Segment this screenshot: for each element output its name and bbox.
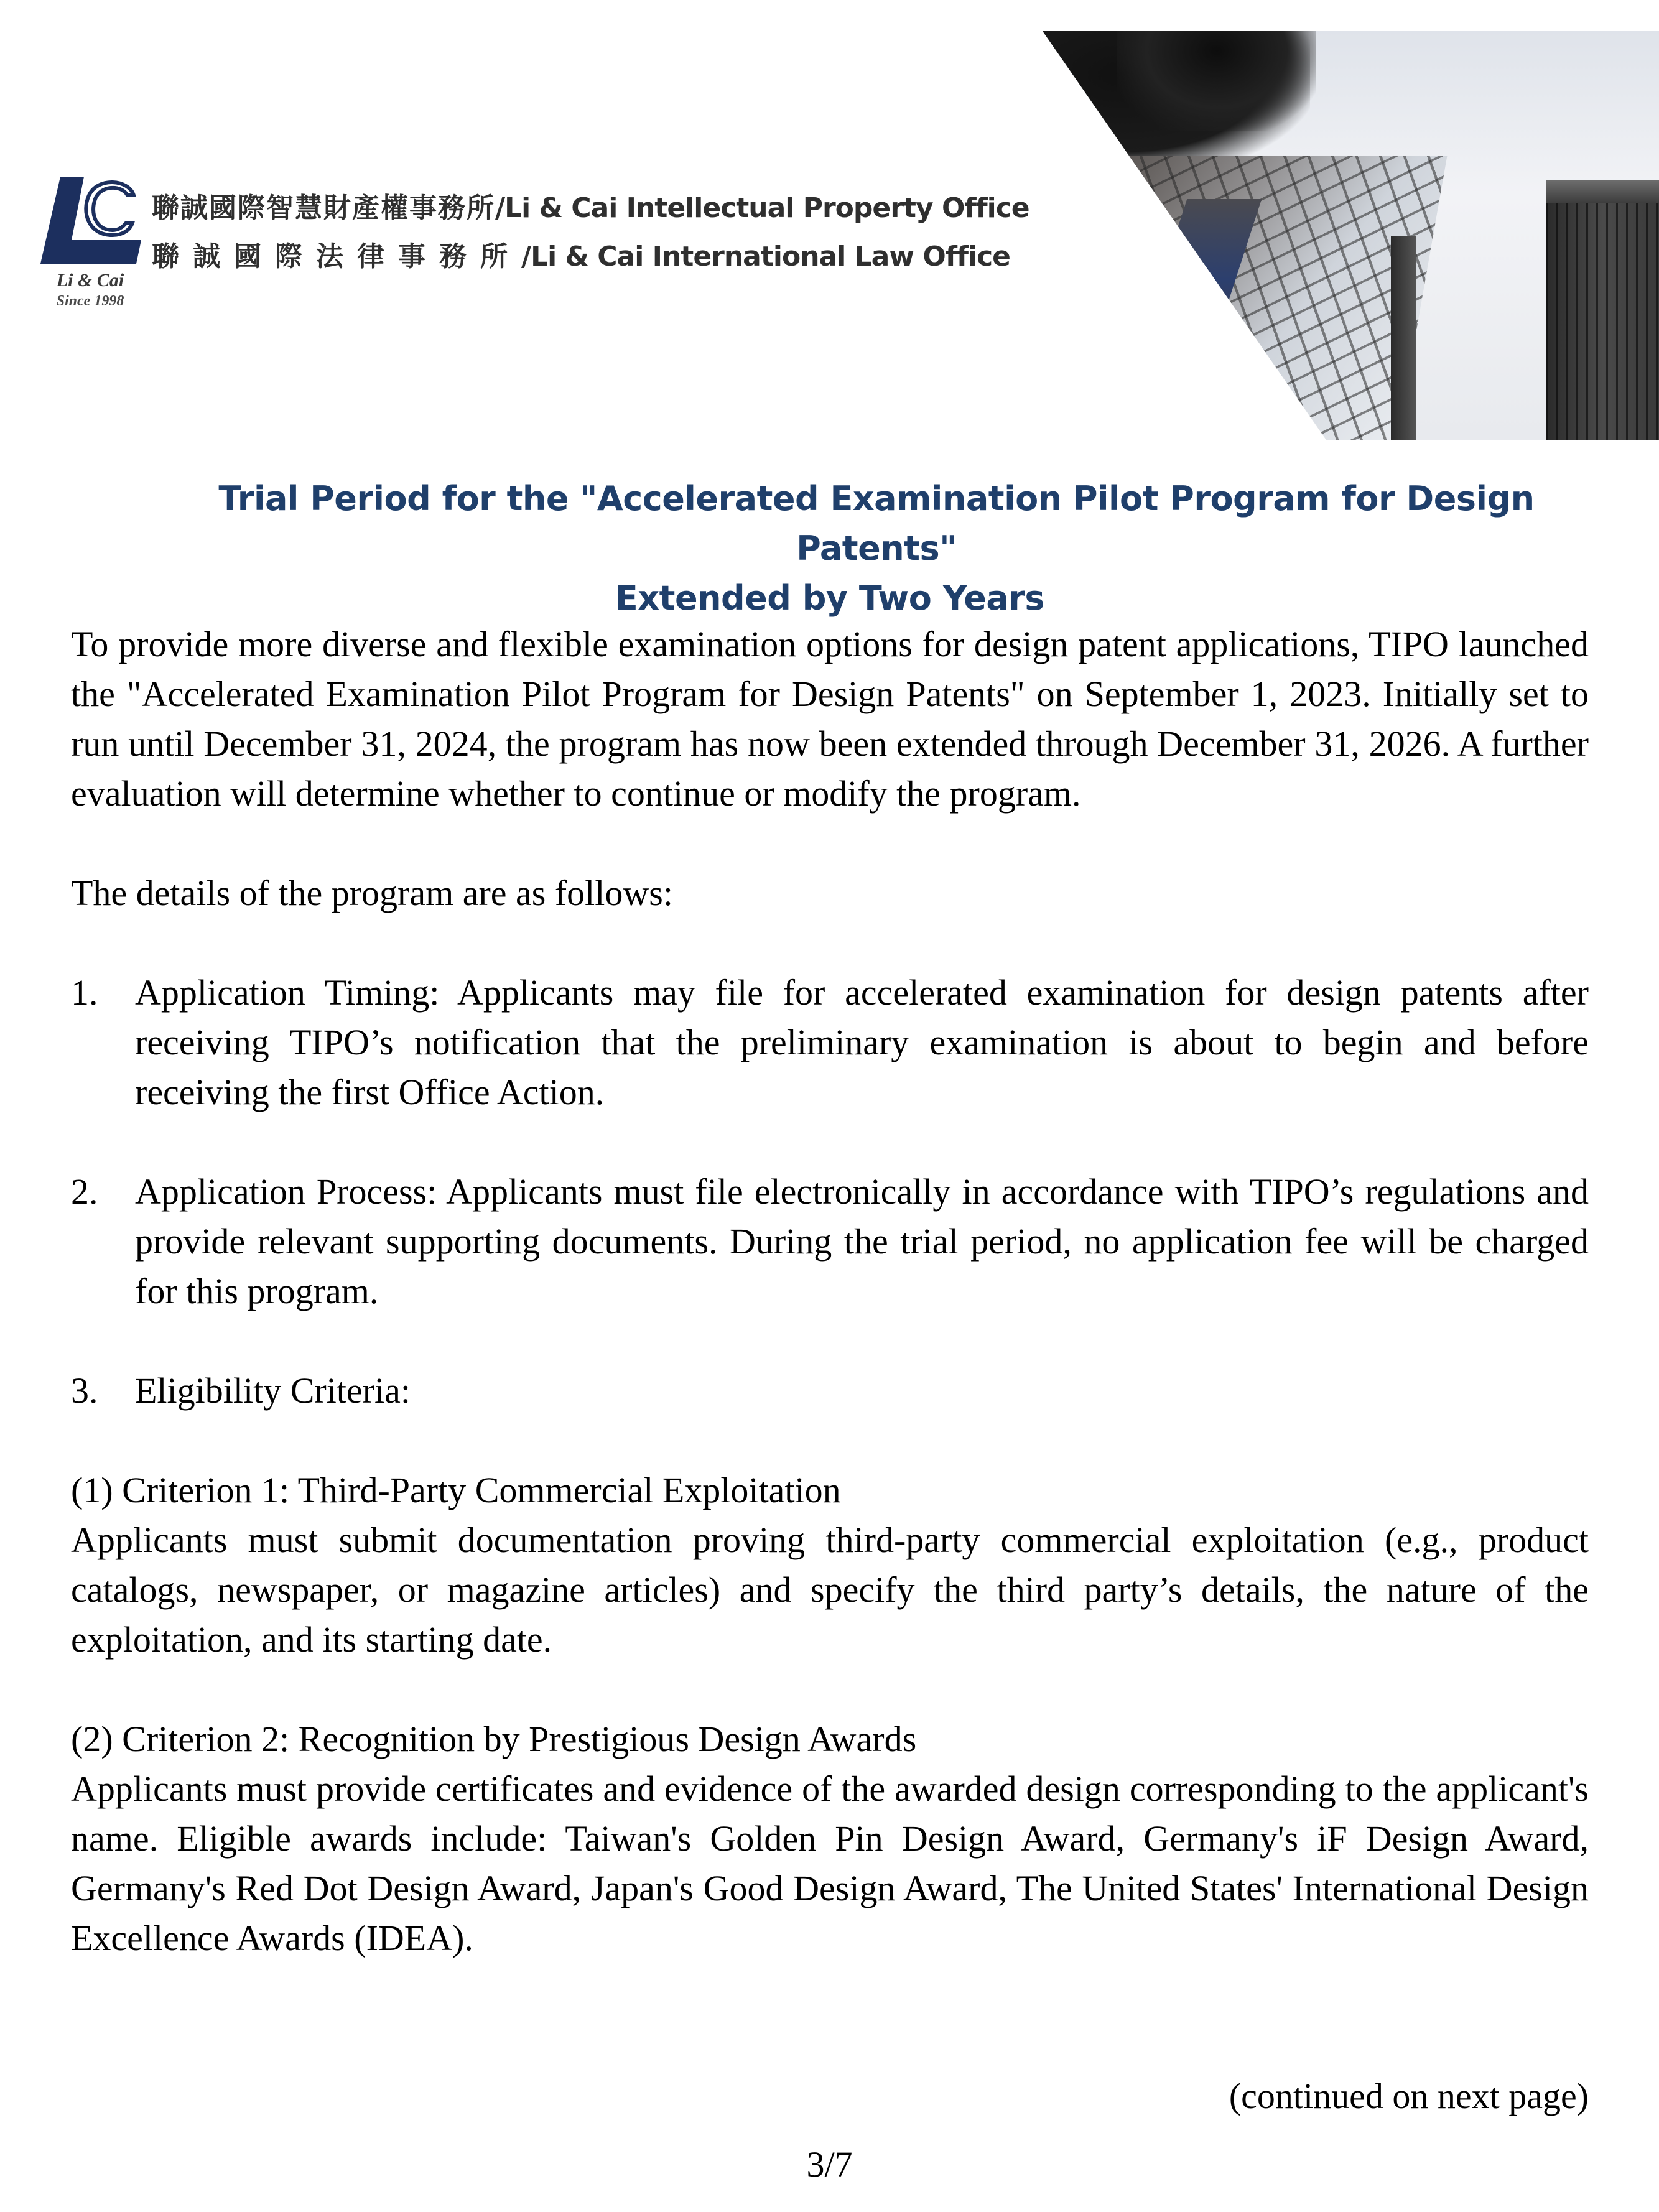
list-item-number: 2.	[71, 1171, 98, 1212]
li-cai-lc-logo-icon	[35, 170, 144, 270]
details-lead: The details of the program are as follows:	[71, 873, 673, 913]
criterion-heading: (2) Criterion 2: Recognition by Prestigious Design Awards	[71, 1719, 917, 1759]
list-item	[71, 1366, 1589, 1416]
article-title-line-2: Extended by Two Years	[615, 579, 1045, 618]
list-item-text: Eligibility Criteria:	[135, 1370, 411, 1411]
firm-name-separator: /	[495, 192, 505, 224]
firm-name-zh: 聯誠國際法律事務所	[152, 241, 521, 272]
skyscraper-left-edge	[1391, 236, 1416, 440]
list-item-text: Application Timing: Applicants may file for accelerated examination for design patents after receiving TIPO’s notification that the preliminary examination is about to begin and before receiving the first Office Action.	[135, 972, 1589, 1112]
continued-note: (continued on next page)	[1229, 2076, 1589, 2116]
firm-name-en: Li & Cai International Law Office	[531, 241, 1011, 272]
skyscraper-right-top	[1546, 180, 1659, 203]
logo-caption-name: Li & Cai	[56, 270, 124, 290]
criterion-heading: (1) Criterion 1: Third-Party Commercial Exploitation	[71, 1470, 841, 1510]
firm-name-en: Li & Cai Intellectual Property Office	[504, 192, 1029, 224]
building-photo	[1043, 31, 1659, 440]
firm-name-zh: 聯誠國際智慧財產權事務所	[152, 192, 495, 224]
firm-logo	[35, 170, 144, 320]
logo-caption-since: Since 1998	[56, 293, 124, 309]
article-title-line-1: Trial Period for the "Accelerated Examination Pilot Program for Design Patents"	[218, 479, 1535, 568]
tree-foliage-dark	[1117, 31, 1316, 131]
list-item-number: 3.	[71, 1370, 98, 1411]
list-item-text: Application Process: Applicants must file electronically in accordance with TIPO’s regulations and provide relevant supporting documents. During the trial period, no application fee will be charged for this program.	[135, 1171, 1589, 1311]
criterion-text: Applicants must submit documentation proving third-party commercial exploitation (e.g., product catalogs, newspaper, or magazine articles) and specify the third party’s details, the nature of the exploitation, and its starting date.	[71, 1520, 1589, 1660]
page-number: 3/7	[806, 2144, 853, 2185]
intro-paragraph: To provide more diverse and flexible examination options for design patent applications, TIPO launched the "Accelerated Examination Pilot Program for Design Patents" on September 1, 2023. Initially set to run until December 31, 2024, the program has now been extended through December 31, 2026. A further evaluation will determine whether to continue or modify the program.	[71, 624, 1589, 814]
firm-name-ip-office	[152, 191, 1029, 226]
firm-name-law-office	[152, 239, 1010, 274]
list-item	[71, 968, 1589, 1117]
criterion-text: Applicants must provide certificates and evidence of the awarded design corresponding to the applicant's name. Eligible awards include: Taiwan's Golden Pin Design Award, Germany's iF Design Award, Germany's Red Dot Design Award, Japan's Good Design Award, The United States' International Design Excellence Awards (IDEA).	[71, 1768, 1589, 1958]
skyscraper-right	[1546, 180, 1659, 440]
article-title	[71, 474, 1589, 623]
article-body	[71, 620, 1589, 1963]
list-item	[71, 1167, 1589, 1316]
list-item-number: 1.	[71, 972, 98, 1013]
firm-name-separator: /	[521, 241, 531, 272]
